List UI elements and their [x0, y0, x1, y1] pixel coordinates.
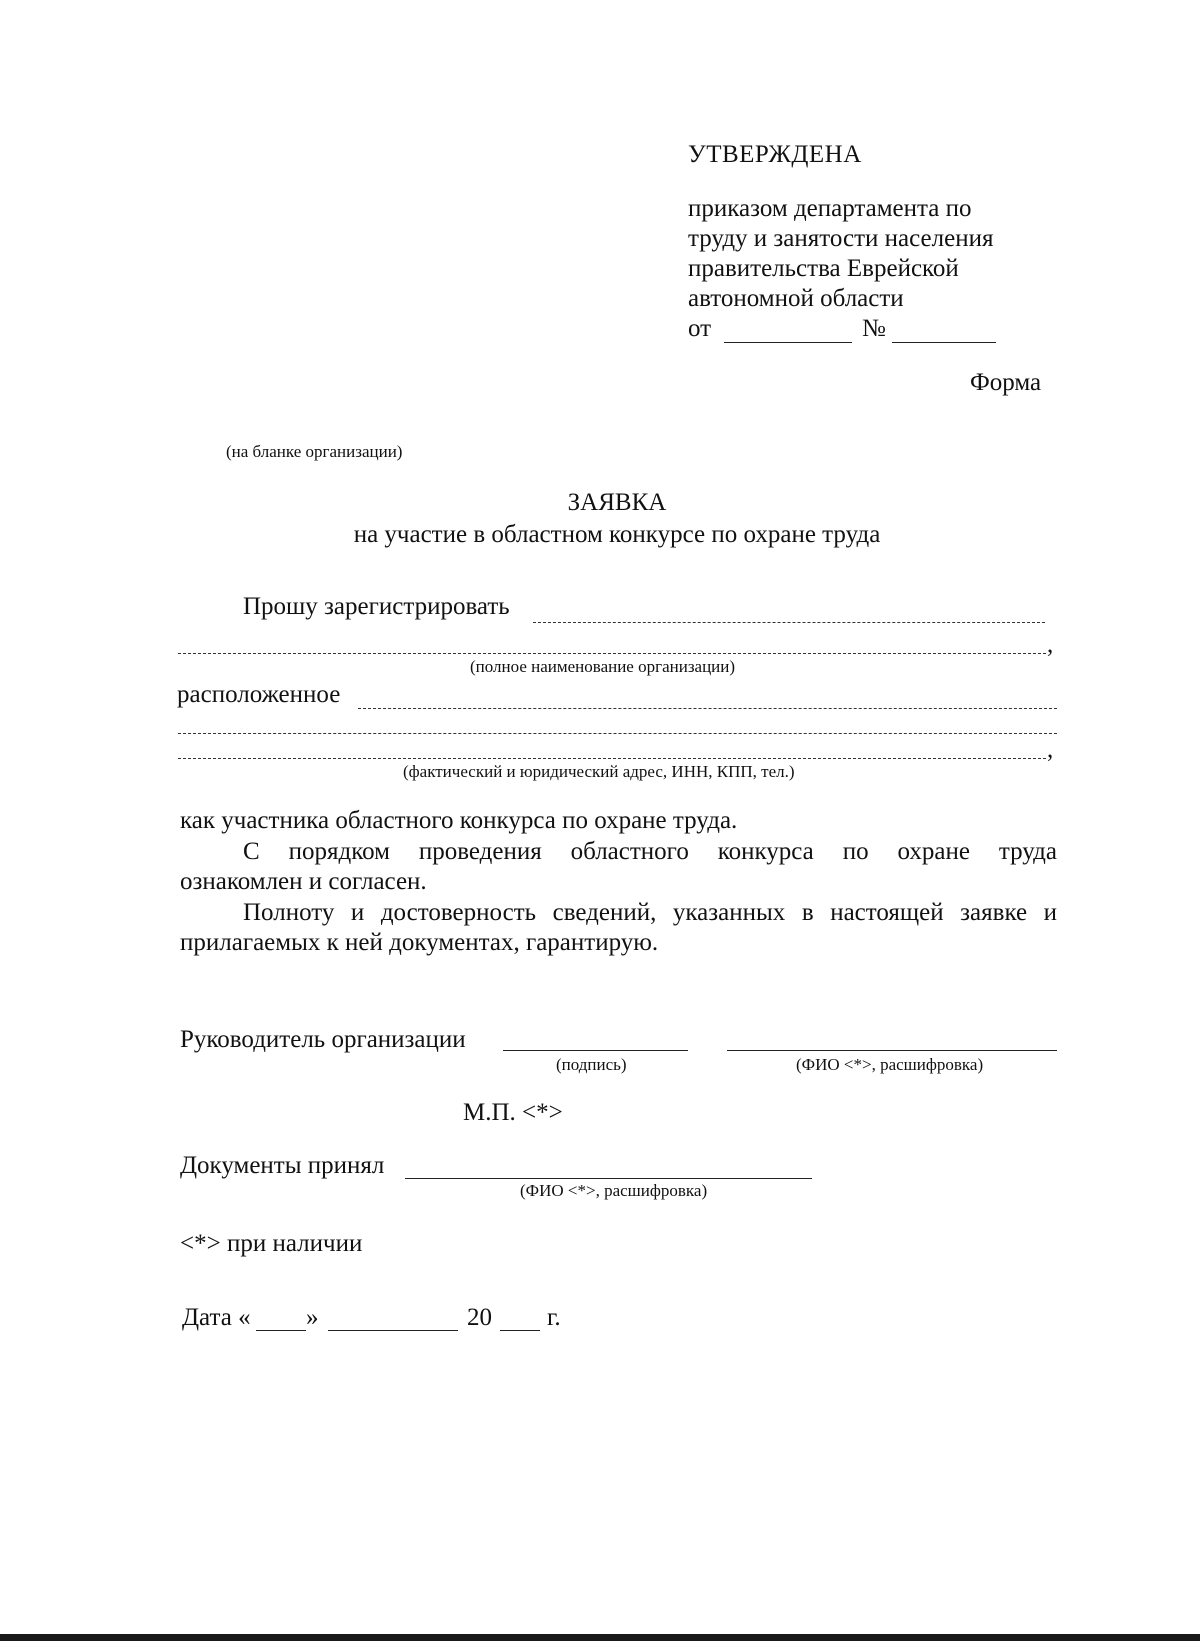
date-day-field[interactable] — [256, 1330, 306, 1331]
signature-hint: (подпись) — [556, 1055, 627, 1074]
stamp-label: М.П. <*> — [463, 1099, 563, 1126]
head-signature-field[interactable] — [503, 1050, 688, 1051]
register-label: Прошу зарегистрировать — [243, 593, 510, 620]
received-label: Документы принял — [180, 1152, 385, 1179]
approval-heading: УТВЕРЖДЕНА — [688, 141, 862, 168]
form-label: Форма — [970, 369, 1042, 396]
approval-number-label: № — [862, 315, 886, 342]
body-paragraph-3-line-1: Полноту и достоверность сведений, указанных в настоящей заявке и — [243, 899, 1057, 926]
date-century: 20 — [467, 1304, 492, 1331]
date-close-quote: » — [306, 1304, 319, 1331]
body-paragraph-3-line-2: прилагаемых к ней документах, гарантирую. — [180, 929, 659, 956]
blank-note: (на бланке организации) — [226, 442, 403, 461]
received-fio-field[interactable] — [405, 1178, 812, 1179]
org-name-field-1[interactable] — [533, 622, 1045, 623]
org-name-comma: , — [1047, 631, 1054, 658]
body-paragraph-1: как участника областного конкурса по охране труда. — [180, 807, 738, 834]
document-title: ЗАЯВКА — [567, 489, 667, 516]
approval-line-1: приказом департамента по — [688, 195, 972, 222]
address-field-2[interactable] — [178, 733, 1057, 734]
scan-bottom-edge — [0, 1634, 1200, 1641]
approval-number-blank[interactable] — [892, 342, 996, 343]
address-field-3[interactable] — [178, 758, 1046, 759]
body-paragraph-2-line-2: ознакомлен и согласен. — [180, 868, 427, 895]
address-field-1[interactable] — [358, 708, 1057, 709]
received-fio-hint: (ФИО <*>, расшифровка) — [520, 1181, 708, 1200]
org-name-hint: (полное наименование организации) — [470, 657, 736, 676]
approval-line-2: труду и занятости населения — [688, 225, 994, 252]
head-fio-hint: (ФИО <*>, расшифровка) — [796, 1055, 984, 1074]
address-comma: , — [1047, 736, 1054, 763]
date-month-field[interactable] — [328, 1330, 458, 1331]
approval-line-4: автономной области — [688, 285, 904, 312]
body-paragraph-2-line-1: С порядком проведения областного конкурса по охране труда — [243, 838, 1057, 865]
document-subtitle: на участие в областном конкурсе по охране труда — [353, 521, 881, 548]
org-name-field-2[interactable] — [178, 653, 1046, 654]
approval-line-3: правительства Еврейской — [688, 255, 959, 282]
date-year-field[interactable] — [500, 1330, 540, 1331]
head-label: Руководитель организации — [180, 1026, 466, 1053]
date-label: Дата « — [182, 1304, 251, 1331]
date-year-suffix: г. — [547, 1304, 561, 1331]
approval-date-blank[interactable] — [724, 342, 852, 343]
head-fio-field[interactable] — [727, 1050, 1057, 1051]
address-hint: (фактический и юридический адрес, ИНН, КПП, тел.) — [403, 762, 795, 781]
footnote: <*> при наличии — [180, 1230, 363, 1257]
approval-from-label: от — [688, 315, 712, 342]
located-label: расположенное — [177, 681, 341, 708]
